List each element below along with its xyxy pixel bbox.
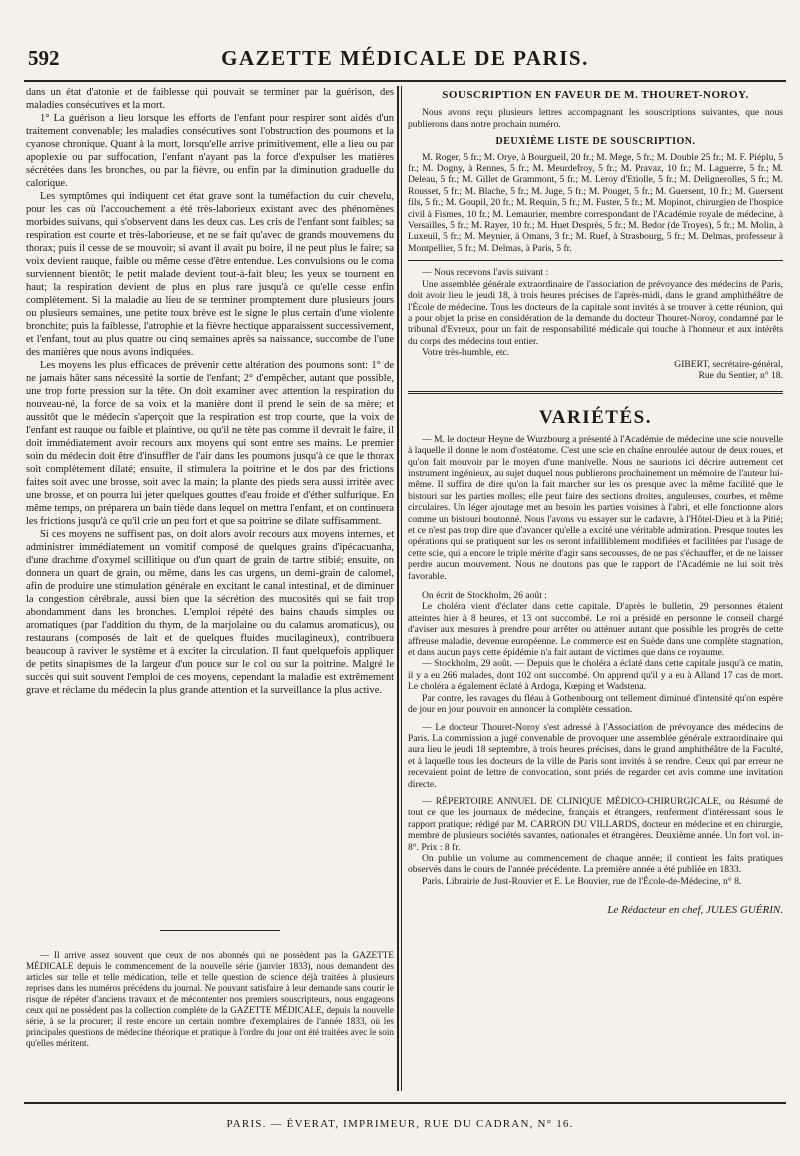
souscription-title: SOUSCRIPTION EN FAVEUR DE M. THOURET-NOROY. bbox=[442, 89, 749, 101]
left-paragraph: dans un état d'atonie et de faiblesse qui pouvait se terminer par la guérison, des maladies consécutives et la mort. bbox=[26, 87, 394, 111]
souscription-intro: Nous avons reçu plusieurs lettres accompagnant les souscriptions suivantes, que nous publierons dans notre prochain numéro. bbox=[408, 107, 783, 130]
repertoire-paragraph-3: Paris. Librairie de Just-Rouvier et E. Le Bouvier, rue de l'École-de-Médecine, n° 8. bbox=[422, 875, 742, 887]
note-paragraph: — Il arrive assez souvent que ceux de nos abonnés qui ne possèdent pas la GAZETTE MÉDICALE depuis le commencement de la nouvelle série (janvier 1833), nous demandent des articles sur telle et telle médication, telle et telle question de science déjà traitées à plusieurs reprises dans les numéros précédens du journal. Ne pouvant satisfaire à leur demande sans courir le risque de répéter d'anciens travaux et de mécontenter nos premiers souscripteurs, nous engageons ceux qui ne possèdent pas la collection complète de la GAZETTE MÉDICALE, depuis la nouvelle série, à se la procurer; il reste encore un certain nombre d'exemplaires de l'année 1833, où les principales questions de médecine théorique et pratique à l'ordre du jour ont été traitées avec le soin qu'elles méritent. bbox=[26, 950, 394, 1048]
column-divider bbox=[397, 86, 399, 1091]
left-paragraph: Les symptômes qui indiquent cet état grave sont la tuméfaction du cuir chevelu, pour les cas où l'accouchement a été très-laborieux existant avec des phénomènes morbides suivans, qui s'observent dans les deux cas. Les cris de l'enfant sont faibles; sa respiration est courte et très-laborieuse, et ne se fait qu'avec de grands mouvemens du thorax; puis il cesse de se mouvoir; si avant il avait pu boire, il ne peut plus le faire; sa voix devient rauque, faible ou même cesse d'être entendue. Les convulsions ou le coma surviennent bientôt; le petit malade devient tout-à-fait bleu; les yeux se tournent en haut; la respiration devient de plus en plus rare jusqu'à ce qu'elle cesse enfin complètement. Si la maladie au lieu de se terminer promptement dure plusieurs jours ou plusieurs semaines, une petite toux brève est le signe le plus certain d'une violente bronchite; puis la faiblesse, l'atrophie et la fièvre hectique apparaissent successivement, et l'enfant, tout au plus quatre ou cinq semaines après sa naissance, succombe de l'une des manières que nous avons indiquées. bbox=[26, 191, 394, 358]
stockholm-paragraph: Le choléra vient d'éclater dans cette capitale. D'après le bulletin, 29 personnes étaient atteintes hier à 8 heures, et 13 ont succombé. Le roi a présidé en personne le conseil chargé d'aviser aux mesures à prendre pour arrêter ou atténuer autant que possible les progrès de cette affreuse maladie, devenue européenne. Le commerce est en Suède dans une complète stagnation, et dans aucun pays cette épidémie n'a fait autant de victimes que dans ce royaume. bbox=[408, 601, 783, 659]
left-column bbox=[26, 86, 394, 856]
stockholm-heading: On écrit de Stockholm, 26 août : bbox=[422, 590, 547, 602]
section-double-rule bbox=[408, 391, 783, 394]
avis-text: Une assemblée générale extraordinaire de l'association de prévoyance des médecins de Paris, doit avoir lieu le jeudi 18, à trois heures précises de l'après-midi, dans le grand amphithéâtre de l'École de médecine. Tous les docteurs de la capitale sont invités à se trouver à cette réunion, qui a pour objet la prise en considération de la demande du docteur Thouret-Noroy, condamné par le tribunal d'Evreux, pour un fait de responsabilité médicale qui touche à l'honneur et aux intérêts du corps des médecins tout entier. bbox=[408, 278, 783, 347]
section-rule bbox=[408, 260, 783, 261]
liste-text: M. Roger, 5 fr.; M. Orye, à Bourgueil, 20 fr.; M. Mege, 5 fr.; M. Double 25 fr.; M. F. Piéplu, 5 fr.; M. Dogny, à Rennes, 5 fr.; M. Meurdefroy, 5 fr.; M. Pravaz, 10 fr.; M. Laguerre, 5 fr.; M. Deleau, 5 fr.; M. Gillet de Grammont, 5 fr.; M. Leroy d'Etiolle, 5 fr.; M. Delignerolles, 5 fr.; M. Rousset, 5 fr.; M. Blache, 5 fr.; M. Juge, 5 fr.; M. Pouget, 5 fr.; M. Guersent, 10 fr.; M. Guersent fils, 5 fr.; M. Goupil, 20 fr.; M. Requin, 5 fr.; M. Fuster, 5 fr.; M. Mopinot, chirurgien de l'hospice civil à Fismes, 10 fr.; M. Lemaurier, membre correspondant de l'Académie royale de médecine, à Versailles, 5 fr.; M. Rayer, 10 fr.; M. Huet Desprès, 5 fr.; M. Bedor (de Troyes), 5 fr.; M. Molin, à Luxeuil, 5 fr.; M. Meynier, à Omans, 3 fr.; M. Ruef, à Strasbourg, 5 fr.; M. Delmas, professeur à Montpellier, 5 fr.; M. Delmas, à Paris, 5 fr. bbox=[408, 151, 783, 254]
page-title: GAZETTE MÉDICALE DE PARIS. bbox=[221, 46, 589, 70]
avis-intro: — Nous recevons l'avis suivant : bbox=[422, 267, 549, 279]
repertoire-paragraph-2: On publie un volume au commencement de chaque année; il contient les faits pratiques observés dans le cours de l'année précédente. La première année a été publiée en 1833. bbox=[408, 852, 783, 876]
page-number: 592 bbox=[28, 46, 60, 70]
thouret-paragraph: — Le docteur Thouret-Noroy s'est adressé à l'Association de prévoyance des médecins de Paris. La commission a jugé convenable de provoquer une assemblée générale extraordinaire qui aura lieu le jeudi 18 septembre, à trois heures précises, dans le grand amphithéâtre de la Faculté, et à laquelle tous les docteurs de la ville de Paris sont invités à se rendre. Ceux qui par erreur ne recevaient point de lettre de convocation, sont priés de regarder cet avis comme une invitation directe. bbox=[408, 721, 783, 790]
left-paragraph: Les moyens les plus efficaces de prévenir cette altération des poumons sont: 1° de ne jamais hâter sans nécessité la sortie de l'enfant; 2° d'empêcher, autant que possible, une trop forte pression sur la tête. On doit examiner avec attention la respiration du nouveau-né, la force de sa voix et la manière dont il prend le sein de sa mère; et aussitôt que le médecin s'aperçoit que la respiration est trop courte, que la voix de l'enfant est rauque ou faible et plaintive, ou qu'il ne tète pas comme il devrait le faire, il doit immédiatement avoir recours aux moyens qui sont entre ses mains. Le premier soin du médecin doit être d'insuffler de l'air dans les poumons jusqu'à ce que le thorax soit complètement dilaté; ensuite, il stimulera la poitrine et le dos par des frictions faites soit avec une brosse, soit avec la main; la plante des pieds sera aussi irritée avec une brosse, et on pourra lui jeter quelques gouttes d'eau froide et d'éther sulfurique. En même temps, on préparera un bain tiède dans lequel on mettra l'enfant, et on continuera les frictions jusqu'à ce qu'il crie un peu fort et que sa poitrine se dilate suffisamment. bbox=[26, 360, 394, 527]
repertoire-paragraph: — RÉPERTOIRE ANNUEL DE CLINIQUE MÉDICO-CHIRURGICALE, ou Résumé de tout ce que les journaux de médecine, français et étrangers, renferment d'intéressant sous le rapport pratique; rédigé par M. CARRON DU VILLARDS, docteur en médecine et en chirurgie, membre de plusieurs sociétés savantes, nationales et étrangères. Deuxième année. Un fort vol. in-8°. Prix : 8 fr. bbox=[408, 795, 783, 853]
signature-address: Rue du Sentier, n° 18. bbox=[698, 369, 783, 381]
redacteur-signature: Le Rédacteur en chef, JULES GUÉRIN. bbox=[607, 904, 783, 917]
page-header bbox=[24, 40, 786, 76]
footer-rule bbox=[24, 1102, 786, 1104]
left-paragraph: Si ces moyens ne suffisent pas, on doit alors avoir recours aux moyens internes, et administrer immédiatement un vomitif composé de quelques grains d'ipécacuanha, d'une drachme d'oxymel scillitique ou d'un quart de grain de tartre stibié; ensuite, on donnera un quart de grain, ou même, dans les cas urgens, un demi-grain de calomel, afin de produire une stimulation générale en excitant le canal intestinal, et de diminuer la congestion cérébrale, aussi bien que la sécrétion des mucosités qui se fait trop abondamment dans les bronches. L'emploi répété des bains chauds simples ou aromatiques (par l'addition du thym, de la marjolaine ou du calamus aromaticus), ou restaurans (composés de lait et de quelques fluides mucilagineux), contribuera beaucoup à raviver le système et à exciter la circulation. Il faut quelquefois appliquer de petits sinapismes de la largeur d'un pouce sur le col ou sur la poitrine. Malgré le succès qui suit souvent l'emploi de ces moyens, cependant la maladie est extrêmement grave et réclame du médecin la plus grande attention et la surveillance la plus active. bbox=[26, 529, 394, 696]
header-rule bbox=[24, 80, 786, 82]
varietes-paragraph: — M. le docteur Heyne de Wurzbourg a présenté à l'Académie de médecine une scie nouvelle à laquelle il donne le nom d'ostéatome. C'est une scie en chaîne enroulée autour de deux roues, et qu'on fait mouvoir par le moyen d'une manivelle. Nous ne saurions ici décrire autrement cet instrument ingénieux, au sujet duquel nous publierons prochainement un mémoire de l'auteur lui-même. Il suffira de dire qu'on la fait marcher sur les os presque avec la même facilité que le bistouri sur les parties molles; elle peut faire des sections droites, anguleuses, courbes, et même circulaires. Un léger ajoutage met au besoin les parties voisines à l'abri, et elle fonctionne alors comme un bistouri boutonné. Nous l'avons vu essayer sur le cadavre, à l'Hôtel-Dieu et à la Pitié; et ce n'est pas trop dire que d'avancer qu'elle a excité une véritable admiration. Presque toutes les opérations qui se pratiquent sur les os seront infailliblement modifiées et facilitées par l'usage de cette scie, qui a encore le triple mérite d'agir sans secousses, de ne pas s'échauffer, et de ne laisser perdre aucun mouvement. Nous ne doutons pas que le rapport de l'Académie ne lui soit très favorable. bbox=[408, 433, 783, 582]
avis-close: Votre très-humble, etc. bbox=[422, 347, 510, 359]
column-divider-inner bbox=[401, 86, 402, 1091]
page-footer: PARIS. — ÉVERAT, IMPRIMEUR, RUE DU CADRAN, N° 16. bbox=[226, 1118, 574, 1130]
stockholm-paragraph-3: Par contre, les ravages du fléau à Gothenbourg ont tellement diminué d'intensité qu'on espère de jour en jour pouvoir en annoncer la complète cessation. bbox=[408, 692, 783, 716]
subscriber-note bbox=[26, 950, 394, 1049]
signature-name: GIBERT, secrétaire-général, bbox=[674, 358, 783, 370]
stockholm-paragraph-2: — Stockholm, 29 août. — Depuis que le choléra a éclaté dans cette capitale jusqu'à ce matin, il y a eu 266 malades, dont 102 ont succombé. On apprend qu'il y a eu à Alland 17 cas de mort. Le choléra a également éclaté à Ardoga, Kœping et Wadstena. bbox=[408, 658, 783, 693]
varietes-title: VARIÉTÉS. bbox=[539, 407, 652, 429]
note-separator bbox=[160, 930, 280, 931]
liste-title: DEUXIÈME LISTE DE SOUSCRIPTION. bbox=[495, 136, 696, 148]
left-paragraph: 1° La guérison a lieu lorsque les efforts de l'enfant pour respirer sont aidés d'un traitement convenable; les maladies consécutives sont l'obstruction des poumons et la cyanose chronique. Quant à la mort, lorsqu'elle arrive primitivement, elle a lieu ou par apoplexie ou par suffocation, l'enfant n'ayant pas la force d'expulser les matières sécrétées dans les bronches, ou par la fièvre, ou enfin par la diminution graduelle du calorique. bbox=[26, 113, 394, 189]
right-column bbox=[408, 86, 783, 1091]
